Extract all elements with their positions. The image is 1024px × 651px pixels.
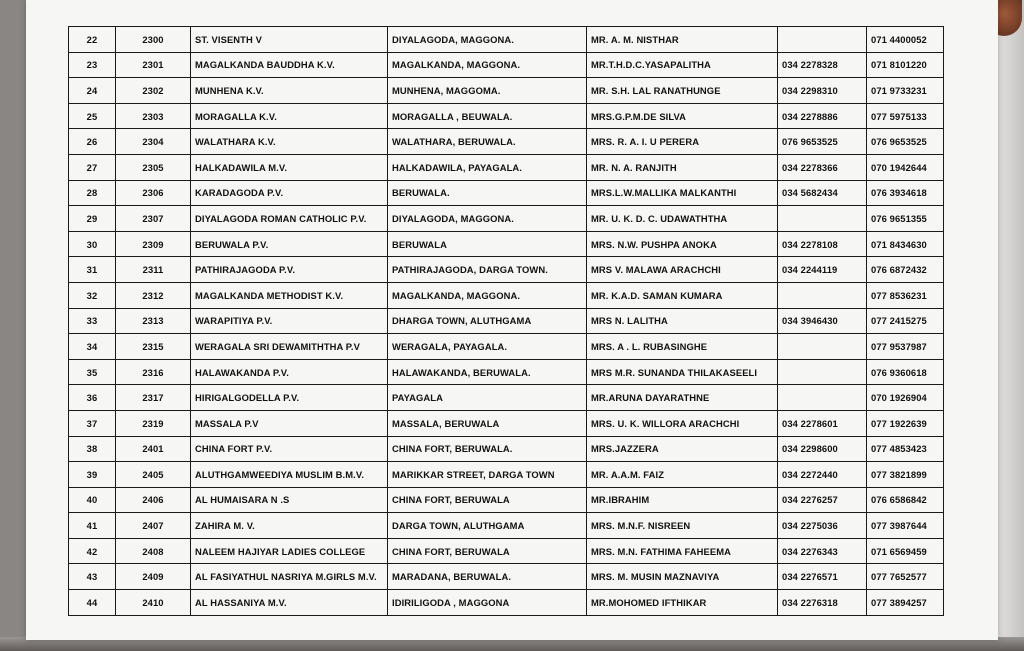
row-number: 26: [69, 129, 116, 155]
mobile-number: 077 3894257: [867, 590, 944, 616]
principal-name: MR. A. M. NISTHAR: [587, 27, 778, 53]
landline-number: 034 2276343: [778, 538, 867, 564]
school-name: HALAWAKANDA P.V.: [191, 359, 388, 385]
principal-name: MRS. R. A. I. U PERERA: [587, 129, 778, 155]
mobile-number: 076 6586842: [867, 487, 944, 513]
row-number: 43: [69, 564, 116, 590]
row-number: 39: [69, 462, 116, 488]
school-address: MORAGALLA , BEUWALA.: [388, 103, 587, 129]
landline-number: 034 5682434: [778, 180, 867, 206]
principal-name: MRS. U. K. WILLORA ARACHCHI: [587, 410, 778, 436]
school-name: MAGALKANDA METHODIST K.V.: [191, 282, 388, 308]
principal-name: MRS V. MALAWA ARACHCHI: [587, 257, 778, 283]
table-row: [69, 487, 944, 513]
school-name: PATHIRAJAGODA P.V.: [191, 257, 388, 283]
table-row: [69, 410, 944, 436]
row-number: 44: [69, 590, 116, 616]
school-contact-table: [68, 26, 944, 616]
table-row: [69, 436, 944, 462]
mobile-number: 077 4853423: [867, 436, 944, 462]
landline-number: 034 3946430: [778, 308, 867, 334]
school-address: CHINA FORT, BERUWALA: [388, 538, 587, 564]
landline-number: [778, 359, 867, 385]
mobile-number: 071 8101220: [867, 52, 944, 78]
table-row: [69, 27, 944, 53]
principal-name: MRS. M.N. FATHIMA FAHEEMA: [587, 538, 778, 564]
landline-number: 034 2276318: [778, 590, 867, 616]
school-code: 2305: [116, 154, 191, 180]
school-address: MAGALKANDA, MAGGONA.: [388, 52, 587, 78]
school-address: DIYALAGODA, MAGGONA.: [388, 206, 587, 232]
school-address: WALATHARA, BERUWALA.: [388, 129, 587, 155]
mobile-number: 076 9651355: [867, 206, 944, 232]
row-number: 29: [69, 206, 116, 232]
table-row: [69, 52, 944, 78]
mobile-number: 071 4400052: [867, 27, 944, 53]
school-code: 2304: [116, 129, 191, 155]
table-body: [69, 27, 944, 616]
mobile-number: 071 8434630: [867, 231, 944, 257]
school-code: 2313: [116, 308, 191, 334]
mobile-number: 077 7652577: [867, 564, 944, 590]
school-name: MAGALKANDA BAUDDHA K.V.: [191, 52, 388, 78]
school-code: 2401: [116, 436, 191, 462]
school-address: MARIKKAR STREET, DARGA TOWN: [388, 462, 587, 488]
school-address: WERAGALA, PAYAGALA.: [388, 334, 587, 360]
mobile-number: 076 3934618: [867, 180, 944, 206]
table-row: [69, 180, 944, 206]
school-address: IDIRILIGODA , MAGGONA: [388, 590, 587, 616]
school-code: 2311: [116, 257, 191, 283]
landline-number: 034 2276257: [778, 487, 867, 513]
school-code: 2300: [116, 27, 191, 53]
school-code: 2319: [116, 410, 191, 436]
landline-number: 034 2298310: [778, 78, 867, 104]
mobile-number: 077 1922639: [867, 410, 944, 436]
table-row: [69, 334, 944, 360]
school-name: CHINA FORT P.V.: [191, 436, 388, 462]
school-name: AL HUMAISARA N .S: [191, 487, 388, 513]
principal-name: MRS.JAZZERA: [587, 436, 778, 462]
school-code: 2405: [116, 462, 191, 488]
school-code: 2309: [116, 231, 191, 257]
school-address: PAYAGALA: [388, 385, 587, 411]
landline-number: [778, 206, 867, 232]
school-name: BERUWALA P.V.: [191, 231, 388, 257]
school-address: CHINA FORT, BERUWALA: [388, 487, 587, 513]
school-name: MORAGALLA K.V.: [191, 103, 388, 129]
landline-number: [778, 282, 867, 308]
table-row: [69, 385, 944, 411]
school-name: HIRIGALGODELLA P.V.: [191, 385, 388, 411]
school-name: KARADAGODA P.V.: [191, 180, 388, 206]
principal-name: MRS.G.P.M.DE SILVA: [587, 103, 778, 129]
school-code: 2306: [116, 180, 191, 206]
table-row: [69, 513, 944, 539]
school-name: MUNHENA K.V.: [191, 78, 388, 104]
school-address: PATHIRAJAGODA, DARGA TOWN.: [388, 257, 587, 283]
school-address: MAGALKANDA, MAGGONA.: [388, 282, 587, 308]
landline-number: 034 2298600: [778, 436, 867, 462]
table-row: [69, 282, 944, 308]
table-row: [69, 78, 944, 104]
school-name: ALUTHGAMWEEDIYA MUSLIM B.M.V.: [191, 462, 388, 488]
table-row: [69, 154, 944, 180]
table-row: [69, 257, 944, 283]
row-number: 24: [69, 78, 116, 104]
school-address: MUNHENA, MAGGOMA.: [388, 78, 587, 104]
row-number: 25: [69, 103, 116, 129]
landline-number: 034 2278366: [778, 154, 867, 180]
principal-name: MR. U. K. D. C. UDAWATHTHA: [587, 206, 778, 232]
school-address: DIYALAGODA, MAGGONA.: [388, 27, 587, 53]
school-code: 2406: [116, 487, 191, 513]
mobile-number: 077 9537987: [867, 334, 944, 360]
school-name: WALATHARA K.V.: [191, 129, 388, 155]
landline-number: [778, 385, 867, 411]
school-name: ST. VISENTH V: [191, 27, 388, 53]
principal-name: MR. N. A. RANJITH: [587, 154, 778, 180]
school-address: HALKADAWILA, PAYAGALA.: [388, 154, 587, 180]
mobile-number: 077 8536231: [867, 282, 944, 308]
school-address: MARADANA, BERUWALA.: [388, 564, 587, 590]
mobile-number: 076 9653525: [867, 129, 944, 155]
landline-number: 034 2275036: [778, 513, 867, 539]
row-number: 35: [69, 359, 116, 385]
row-number: 38: [69, 436, 116, 462]
landline-number: [778, 334, 867, 360]
mobile-number: 076 6872432: [867, 257, 944, 283]
school-name: AL FASIYATHUL NASRIYA M.GIRLS M.V.: [191, 564, 388, 590]
row-number: 34: [69, 334, 116, 360]
school-code: 2317: [116, 385, 191, 411]
row-number: 23: [69, 52, 116, 78]
school-address: BERUWALA: [388, 231, 587, 257]
mobile-number: 076 9360618: [867, 359, 944, 385]
school-name: ZAHIRA M. V.: [191, 513, 388, 539]
landline-number: 034 2278108: [778, 231, 867, 257]
school-name: AL HASSANIYA M.V.: [191, 590, 388, 616]
mobile-number: 070 1926904: [867, 385, 944, 411]
mobile-number: 077 3987644: [867, 513, 944, 539]
principal-name: MR.IBRAHIM: [587, 487, 778, 513]
row-number: 33: [69, 308, 116, 334]
row-number: 27: [69, 154, 116, 180]
mobile-number: 071 6569459: [867, 538, 944, 564]
school-address: DHARGA TOWN, ALUTHGAMA: [388, 308, 587, 334]
school-code: 2409: [116, 564, 191, 590]
table-row: [69, 206, 944, 232]
school-name: HALKADAWILA M.V.: [191, 154, 388, 180]
row-number: 32: [69, 282, 116, 308]
school-name: DIYALAGODA ROMAN CATHOLIC P.V.: [191, 206, 388, 232]
principal-name: MRS.L.W.MALLIKA MALKANTHI: [587, 180, 778, 206]
school-code: 2408: [116, 538, 191, 564]
school-address: MASSALA, BERUWALA: [388, 410, 587, 436]
school-code: 2315: [116, 334, 191, 360]
table-row: [69, 308, 944, 334]
table-row: [69, 103, 944, 129]
school-address: DARGA TOWN, ALUTHGAMA: [388, 513, 587, 539]
landline-number: 034 2272440: [778, 462, 867, 488]
principal-name: MRS. M.N.F. NISREEN: [587, 513, 778, 539]
mobile-number: 077 5975133: [867, 103, 944, 129]
school-code: 2410: [116, 590, 191, 616]
principal-name: MR. K.A.D. SAMAN KUMARA: [587, 282, 778, 308]
table-row: [69, 129, 944, 155]
row-number: 41: [69, 513, 116, 539]
landline-number: [778, 27, 867, 53]
table-row: [69, 359, 944, 385]
school-address: CHINA FORT, BERUWALA.: [388, 436, 587, 462]
school-code: 2302: [116, 78, 191, 104]
principal-name: MRS. N.W. PUSHPA ANOKA: [587, 231, 778, 257]
school-address: HALAWAKANDA, BERUWALA.: [388, 359, 587, 385]
mobile-number: 077 2415275: [867, 308, 944, 334]
principal-name: MRS. A . L. RUBASINGHE: [587, 334, 778, 360]
principal-name: MRS. M. MUSIN MAZNAVIYA: [587, 564, 778, 590]
school-code: 2301: [116, 52, 191, 78]
landline-number: 076 9653525: [778, 129, 867, 155]
landline-number: 034 2244119: [778, 257, 867, 283]
school-address: BERUWALA.: [388, 180, 587, 206]
school-name: WERAGALA SRI DEWAMITHTHA P.V: [191, 334, 388, 360]
landline-number: 034 2278601: [778, 410, 867, 436]
landline-number: 034 2278328: [778, 52, 867, 78]
school-code: 2303: [116, 103, 191, 129]
mobile-number: 077 3821899: [867, 462, 944, 488]
principal-name: MR. S.H. LAL RANATHUNGE: [587, 78, 778, 104]
table-row: [69, 462, 944, 488]
school-code: 2312: [116, 282, 191, 308]
table-row: [69, 590, 944, 616]
principal-name: MR.ARUNA DAYARATHNE: [587, 385, 778, 411]
school-code: 2316: [116, 359, 191, 385]
principal-name: MRS M.R. SUNANDA THILAKASEELI: [587, 359, 778, 385]
principal-name: MR.MOHOMED IFTHIKAR: [587, 590, 778, 616]
table-row: [69, 538, 944, 564]
school-name: NALEEM HAJIYAR LADIES COLLEGE: [191, 538, 388, 564]
principal-name: MRS N. LALITHA: [587, 308, 778, 334]
mobile-number: 071 9733231: [867, 78, 944, 104]
principal-name: MR.T.H.D.C.YASAPALITHA: [587, 52, 778, 78]
landline-number: 034 2276571: [778, 564, 867, 590]
row-number: 30: [69, 231, 116, 257]
school-code: 2407: [116, 513, 191, 539]
school-name: WARAPITIYA P.V.: [191, 308, 388, 334]
row-number: 40: [69, 487, 116, 513]
table-row: [69, 564, 944, 590]
table-row: [69, 231, 944, 257]
row-number: 36: [69, 385, 116, 411]
mobile-number: 070 1942644: [867, 154, 944, 180]
principal-name: MR. A.A.M. FAIZ: [587, 462, 778, 488]
school-code: 2307: [116, 206, 191, 232]
landline-number: 034 2278886: [778, 103, 867, 129]
row-number: 28: [69, 180, 116, 206]
row-number: 22: [69, 27, 116, 53]
row-number: 42: [69, 538, 116, 564]
row-number: 31: [69, 257, 116, 283]
school-name: MASSALA P.V: [191, 410, 388, 436]
row-number: 37: [69, 410, 116, 436]
